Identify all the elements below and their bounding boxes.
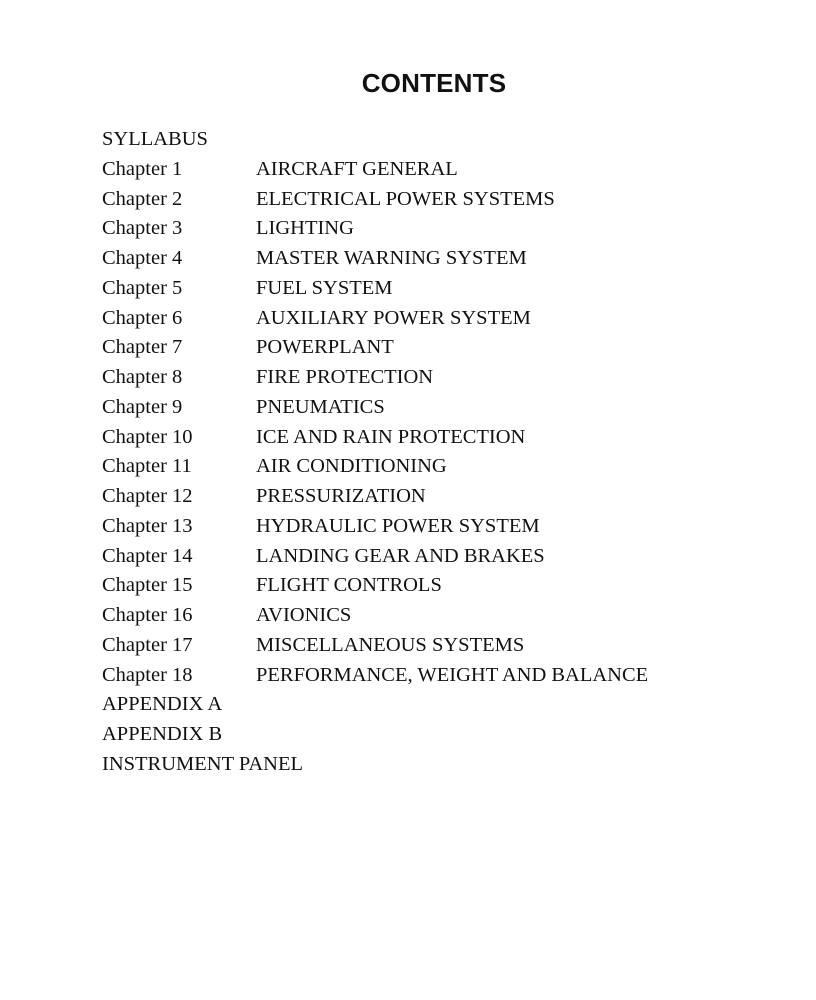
chapter-title: FLIGHT CONTROLS (256, 574, 442, 597)
chapter-label: Chapter 2 (102, 187, 183, 210)
chapter-label: Chapter 15 (102, 574, 193, 597)
chapter-label: Chapter 13 (102, 514, 193, 537)
chapter-label: Chapter 10 (102, 425, 193, 448)
toc-entry-chapter-18[interactable] (102, 661, 782, 691)
chapter-title: HYDRAULIC POWER SYSTEM (256, 514, 540, 537)
toc-entry-chapter-4[interactable] (102, 244, 782, 274)
chapter-title: AIRCRAFT GENERAL (256, 157, 458, 180)
toc-entry-chapter-15[interactable] (102, 571, 782, 601)
page-title: CONTENTS (361, 68, 507, 98)
chapter-label: Chapter 7 (102, 336, 183, 359)
chapter-label: Chapter 14 (102, 544, 193, 567)
chapter-title: AVIONICS (256, 604, 352, 626)
chapter-title: AUXILIARY POWER SYSTEM (256, 306, 531, 329)
toc-entry-label: APPENDIX A (102, 693, 223, 716)
chapter-title: MISCELLANEOUS SYSTEMS (256, 633, 525, 656)
toc-entry-chapter-9[interactable] (102, 393, 782, 423)
toc-entry-label: SYLLABUS (102, 128, 208, 150)
chapter-title: ICE AND RAIN PROTECTION (256, 425, 526, 448)
chapter-label: Chapter 11 (102, 455, 192, 478)
chapter-label: Chapter 12 (102, 485, 193, 507)
toc-entry-chapter-10[interactable] (102, 423, 782, 453)
toc-entry-chapter-14[interactable] (102, 542, 782, 572)
chapter-title: AIR CONDITIONING (256, 455, 447, 478)
toc-entry-chapter-1[interactable] (102, 155, 782, 185)
toc-entry-chapter-3[interactable] (102, 214, 782, 244)
toc-entry-chapter-5[interactable] (102, 274, 782, 304)
chapter-title: LIGHTING (256, 217, 354, 240)
toc-entry-syllabus[interactable] (102, 125, 782, 155)
toc-entry-chapter-16[interactable] (102, 601, 782, 631)
toc-entry-label: INSTRUMENT PANEL (102, 752, 304, 775)
toc-entry-chapter-7[interactable] (102, 333, 782, 363)
chapter-label: Chapter 6 (102, 306, 183, 329)
table-of-contents (102, 125, 782, 780)
toc-entry-chapter-11[interactable] (102, 452, 782, 482)
chapter-title: ELECTRICAL POWER SYSTEMS (256, 187, 555, 210)
chapter-label: Chapter 8 (102, 366, 183, 388)
toc-entry-chapter-12[interactable] (102, 482, 782, 512)
chapter-title: PRESSURIZATION (256, 485, 426, 507)
toc-entry-chapter-13[interactable] (102, 512, 782, 542)
chapter-label: Chapter 17 (102, 633, 193, 656)
chapter-title: MASTER WARNING SYSTEM (256, 247, 527, 269)
toc-entry-chapter-6[interactable] (102, 304, 782, 334)
chapter-title: PNEUMATICS (256, 395, 385, 418)
chapter-label: Chapter 9 (102, 395, 183, 418)
chapter-label: Chapter 5 (102, 276, 183, 299)
chapter-label: Chapter 18 (102, 663, 193, 686)
toc-entry-chapter-2[interactable] (102, 185, 782, 215)
chapter-title: POWERPLANT (256, 336, 394, 359)
toc-entry-instrument-panel[interactable] (102, 750, 782, 780)
toc-entry-label: APPENDIX B (102, 723, 223, 745)
chapter-label: Chapter 4 (102, 247, 183, 269)
toc-entry-appendix-a[interactable] (102, 690, 782, 720)
chapter-label: Chapter 1 (102, 157, 183, 180)
chapter-title: PERFORMANCE, WEIGHT AND BALANCE (256, 663, 649, 686)
chapter-label: Chapter 16 (102, 604, 193, 626)
chapter-title: LANDING GEAR AND BRAKES (256, 544, 545, 567)
toc-entry-appendix-b[interactable] (102, 720, 782, 750)
toc-entry-chapter-17[interactable] (102, 631, 782, 661)
chapter-title: FUEL SYSTEM (256, 276, 393, 299)
toc-entry-chapter-8[interactable] (102, 363, 782, 393)
chapter-title: FIRE PROTECTION (256, 366, 434, 388)
chapter-label: Chapter 3 (102, 217, 183, 240)
